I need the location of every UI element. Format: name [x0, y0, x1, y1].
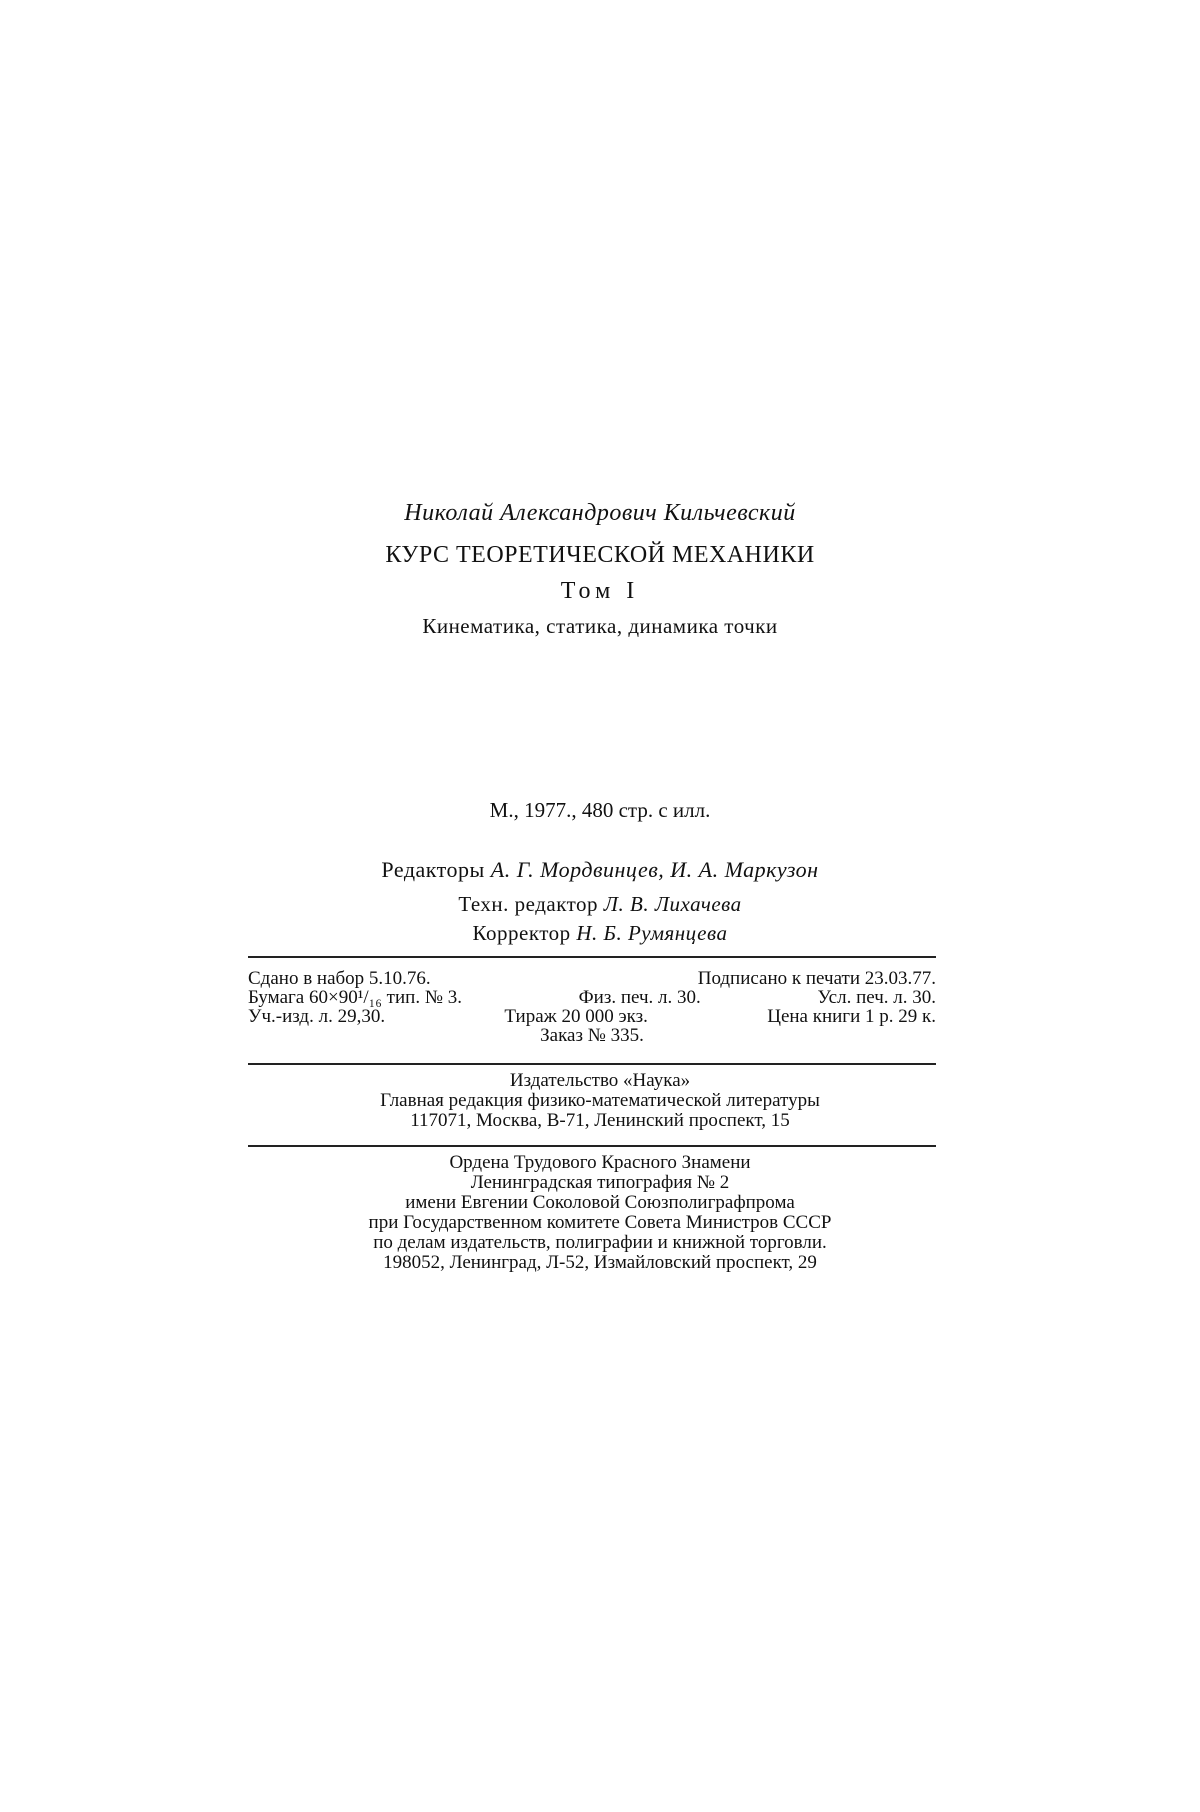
- volume-label: Том I: [560, 578, 640, 604]
- printer-line: имени Евгении Соколовой Союзполиграфпрома: [405, 1192, 795, 1213]
- tech-editor-label: Техн. редактор: [458, 892, 599, 916]
- printer-line: Ленинградская типография № 2: [470, 1172, 730, 1193]
- tech-editor-line: [0, 892, 1200, 917]
- publisher-line: Издательство «Наука»: [509, 1070, 691, 1091]
- spec-item: Усл. печ. л. 30.: [817, 987, 936, 1008]
- corrector-line: [0, 921, 1200, 946]
- publication-info: М., 1977., 480 стр. с илл.: [489, 798, 711, 822]
- editors-line: [0, 857, 1200, 883]
- book-subtitle: Кинематика, статика, динамика точки: [422, 614, 778, 638]
- divider-bottom: [248, 1145, 936, 1147]
- corrector-label: Корректор: [472, 921, 571, 945]
- spec-item: Цена книги 1 р. 29 к.: [767, 1006, 936, 1027]
- printer-block: [0, 1153, 1200, 1273]
- spec-item: Уч.-изд. л. 29,30.: [248, 1006, 386, 1027]
- print-specs: [248, 969, 936, 1045]
- publisher-block: [0, 1071, 1200, 1131]
- printer-line: 198052, Ленинград, Л-52, Измайловский проспект, 29: [383, 1252, 817, 1273]
- printer-line: по делам издательств, полиграфии и книжной торговли.: [373, 1232, 827, 1253]
- order-number: Заказ № 335.: [540, 1025, 644, 1046]
- print-specs-row: [248, 969, 936, 988]
- tech-editor-name: Л. В. Лихачева: [603, 892, 742, 916]
- book-title: КУРС ТЕОРЕТИЧЕСКОЙ МЕХАНИКИ: [385, 542, 815, 568]
- publisher-line: Главная редакция физико-математической литературы: [380, 1090, 820, 1111]
- spec-item: Физ. печ. л. 30.: [578, 987, 701, 1008]
- spec-item: Бумага 60×90¹/₁₆ тип. № 3.: [248, 987, 462, 1008]
- spec-item: Тираж 20 000 экз.: [504, 1006, 648, 1027]
- editors-label: Редакторы: [381, 857, 485, 882]
- printer-line: Ордена Трудового Красного Знамени: [449, 1152, 751, 1173]
- print-specs-row: [248, 988, 936, 1007]
- divider-top: [248, 956, 936, 958]
- spec-item: Подписано к печати 23.03.77.: [697, 968, 936, 989]
- corrector-name: Н. Б. Румянцева: [576, 921, 728, 945]
- editors-names: А. Г. Мордвинцев, И. А. Маркузон: [490, 857, 819, 882]
- author-name: Николай Александрович Кильчевский: [404, 500, 796, 526]
- publisher-line: 117071, Москва, В-71, Ленинский проспект, 15: [410, 1110, 790, 1131]
- print-specs-row: [248, 1007, 936, 1026]
- divider-middle: [248, 1063, 936, 1065]
- printer-line: при Государственном комитете Совета Министров СССР: [368, 1212, 832, 1233]
- spec-item: Сдано в набор 5.10.76.: [248, 968, 431, 989]
